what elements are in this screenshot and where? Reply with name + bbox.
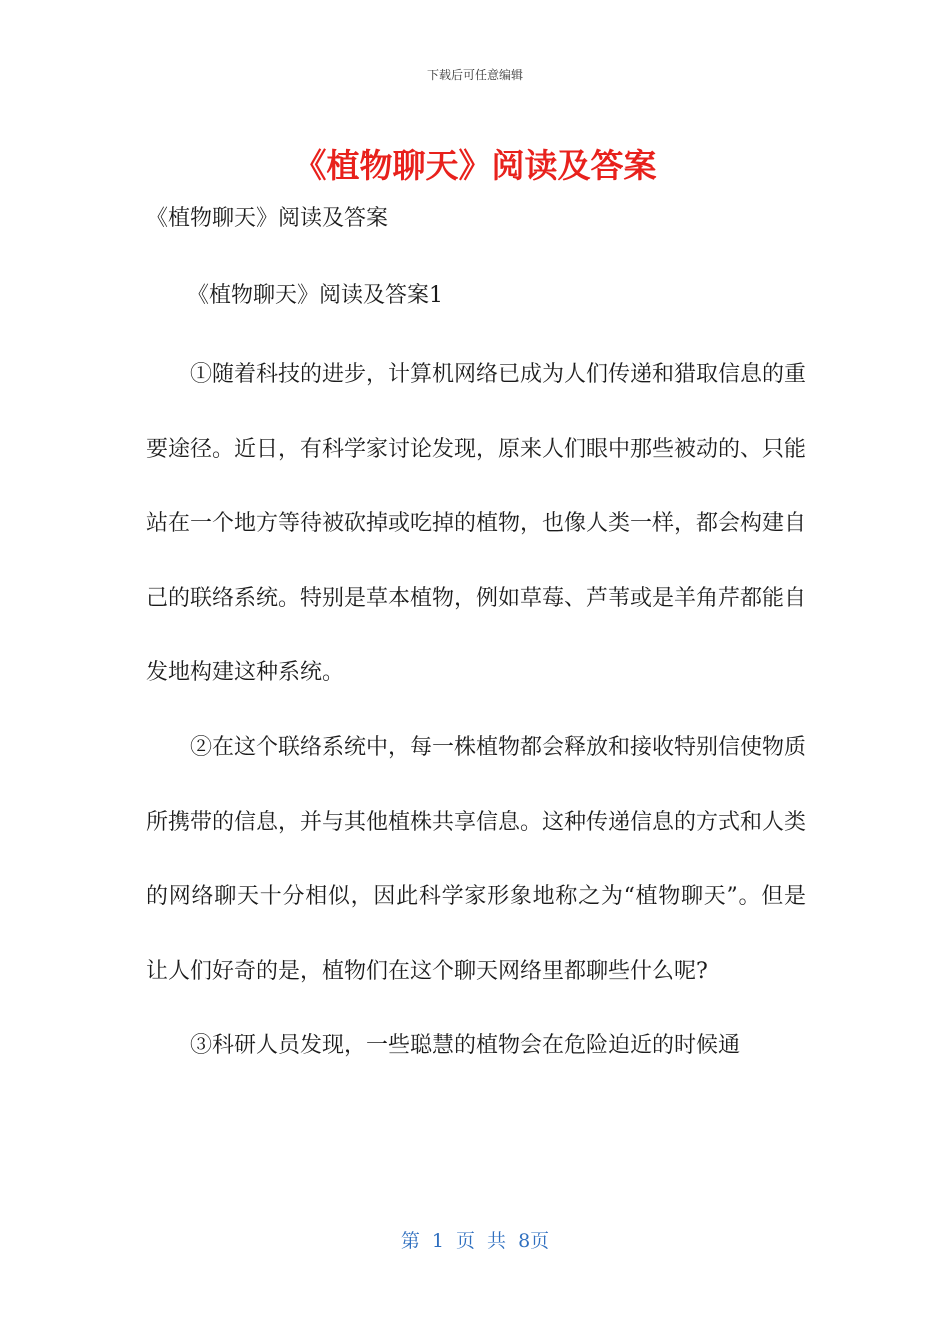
page-number-footer: 第 1 页 共 8页 xyxy=(400,1230,550,1252)
page-header-note: 下载后可任意编辑 xyxy=(426,68,523,82)
section-heading: 《植物聊天》阅读及答案1 xyxy=(187,283,443,308)
paragraph-3: ③科研人员发现，一些聪慧的植物会在危险迫近的时候通 xyxy=(190,1033,741,1059)
paragraph-2: ②在这个联络系统中，每一株植物都会释放和接收特别信使物质所携带的信息，并与其他植株共享信息。这种传递信息的方式和人类的网络聊天十分相似，因此科学家形象地称之为“植物聊天”。但是让人们好奇的是，植物们在这个聊天网络里都聊些什么呢? xyxy=(146,734,807,984)
document-title: 《植物聊天》阅读及答案 xyxy=(293,146,657,185)
document-subtitle: 《植物聊天》阅读及答案 xyxy=(146,206,389,231)
paragraph-1: ①随着科技的进步，计算机网络已成为人们传递和猎取信息的重要途径。近日，有科学家讨论发现，原来人们眼中那些被动的、只能站在一个地方等待被砍掉或吃掉的植物，也像人类一样，都会构建自己的联络系统。特别是草本植物，例如草莓、芦苇或是羊角芹都能自发地构建这种系统。 xyxy=(146,362,807,686)
article-body xyxy=(146,338,806,1084)
